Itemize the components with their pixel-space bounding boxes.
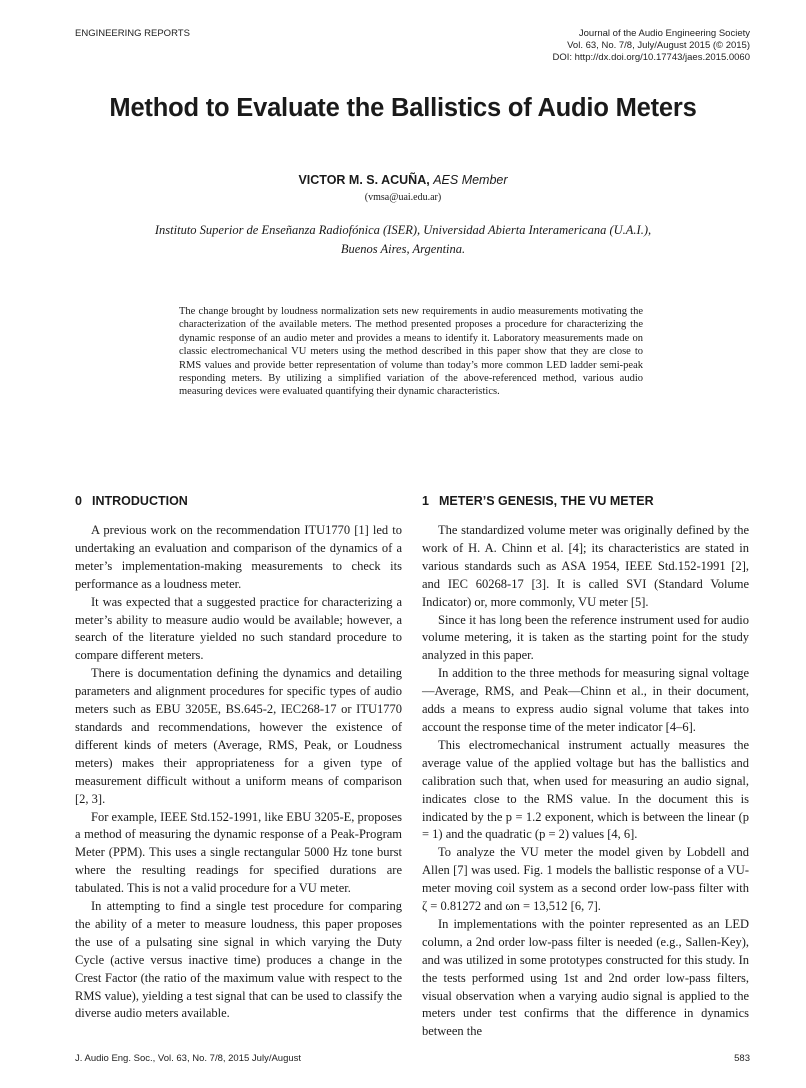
section-heading-introduction — [75, 492, 402, 510]
author-name: VICTOR M. S. ACUÑA, — [298, 173, 430, 187]
paragraph: In implementations with the pointer represented as an LED column, a 2nd order low-pass filter is needed (e.g., Sallen-Key), and was utilized in some prototypes constructed for this study. In the tests performed using 1st and 2nd order low-pass filters, visual observation when a varying audio signal is applied to the meters under test confirms that the difference in dynamics between the — [422, 916, 749, 1039]
section-heading-vu-meter — [422, 492, 749, 510]
paragraph: There is documentation defining the dynamics and detailing parameters and alignment procedures for specific types of audio meters such as EBU 3205E, BS.645-2, IEC268-17 or ITU1770 standards and recommendations, however the existence of different kinds of meters (Average, RMS, Peak, or Loudness meters) makes their appropriateness for a given type of measurement difficult without a uniform means of comparison [2, 3]. — [75, 666, 402, 806]
author-email[interactable]: (vmsa@uai.edu.ar) — [364, 192, 442, 203]
section-title: METER’S GENESIS, THE VU METER — [439, 494, 654, 508]
journal-info — [552, 28, 750, 64]
abstract: The change brought by loudness normalization sets new requirements in audio measurements motivating the characterization of the available meters. The method presented proposes a procedure for characterizing the dynamic response of an audio meter and provides a means to identify it. Laboratory measurements made on classic electromechanical VU meters using the method described in this paper show that they are close to RMS values and provide better representation of volume than today’s more common LED ladder semi-peak responding meters. By utilizing a simplified variation of the above-referenced method, various audio measuring devices were evaluated quantifying their dynamic characteristics. — [179, 306, 643, 398]
journal-volume: Vol. 63, No. 7/8, July/August 2015 (© 2015) — [567, 40, 750, 51]
section-number: 1 — [422, 494, 429, 508]
paragraph: It was expected that a suggested practice for characterizing a meter’s ability to measure audio would be available; however, a search of the literature yielded no such standard procedure to compare different meters. — [75, 594, 402, 663]
paragraph: For example, IEEE Std.152-1991, like EBU 3205-E, proposes a method of measuring the dynamic response of a Peak-Program Meter (PPM). This uses a single rectangular 5000 Hz tone burst where the resulting readings for specified durations are tabulated. This is not a valid procedure for a VU meter. — [75, 809, 402, 896]
doi-link[interactable]: DOI: http://dx.doi.org/10.17743/jaes.2015.0060 — [552, 52, 750, 63]
running-header-section: ENGINEERING REPORTS — [75, 28, 190, 39]
paragraph: The standardized volume meter was originally defined by the work of H. A. Chinn et al. [4]; its characteristics are stated in various standards such as ASA 1954, IEEE Std.152-1991 [2], and IEC 60268-17 [3]. It is called SVI (Standard Volume Indicator) or, more commonly, VU meter [5]. — [422, 523, 749, 609]
paragraph: To analyze the VU meter the model given by Lobdell and Allen [7] was used. Fig. 1 models the ballistic response of a VU-meter moving coil system as a second order low-pass filter with ζ = 0.81272 and ωn = 13,512 [6, 7]. — [422, 845, 749, 914]
paragraph: Since it has long been the reference instrument used for audio volume metering, it is taken as the starting point for the study analyzed in this paper. — [422, 612, 749, 663]
footer-citation: J. Audio Eng. Soc., Vol. 63, No. 7/8, 2015 July/August — [75, 1053, 302, 1064]
author-membership: AES Member — [433, 173, 508, 187]
column-left — [75, 492, 402, 1023]
author-line — [0, 173, 806, 187]
page-number: 583 — [734, 1053, 750, 1064]
affiliation-line-2: Buenos Aires, Argentina. — [340, 242, 466, 256]
paragraph: A previous work on the recommendation ITU1770 [1] led to undertaking an evaluation and comparison of the dynamics of a meter’s implementation-making measurements to check its performance as a loudness meter. — [75, 523, 402, 591]
journal-name: Journal of the Audio Engineering Society — [578, 28, 750, 39]
column-right — [422, 492, 749, 1041]
paper-title: Method to Evaluate the Ballistics of Audio Meters — [109, 94, 697, 122]
paragraph: This electromechanical instrument actually measures the average value of the applied voltage but has the ballistics and calibration such that, when used for measuring an audio signal, indicates close to the RMS value. In the document this is indicated by the p = 1.2 exponent, which is between the linear (p = 1) and the quadratic (p = 2) values [4, 6]. — [422, 737, 749, 842]
section-number: 0 — [75, 494, 82, 508]
paragraph: In attempting to find a single test procedure for comparing the ability of a meter to measure loudness, this paper proposes the use of a pulsating sine signal in which varying the Duty Cycle (active versus inactive time) produces a change in the Crest Factor (the ratio of the maximum value with respect to the RMS value), yielding a test signal that can be used to classify the diverse audio meters available. — [75, 899, 402, 1021]
affiliation-line-1: Instituto Superior de Enseñanza Radiofónica (ISER), Universidad Abierta Interamericana (U.A.I.), — [154, 223, 652, 237]
paragraph: In addition to the three methods for measuring signal voltage—Average, RMS, and Peak—Chinn et al., in their document, adds a means to express audio signal volume that takes into account the response time of the meter indicator [4–6]. — [422, 666, 749, 734]
affiliation — [100, 221, 706, 259]
section-title: INTRODUCTION — [92, 494, 188, 508]
